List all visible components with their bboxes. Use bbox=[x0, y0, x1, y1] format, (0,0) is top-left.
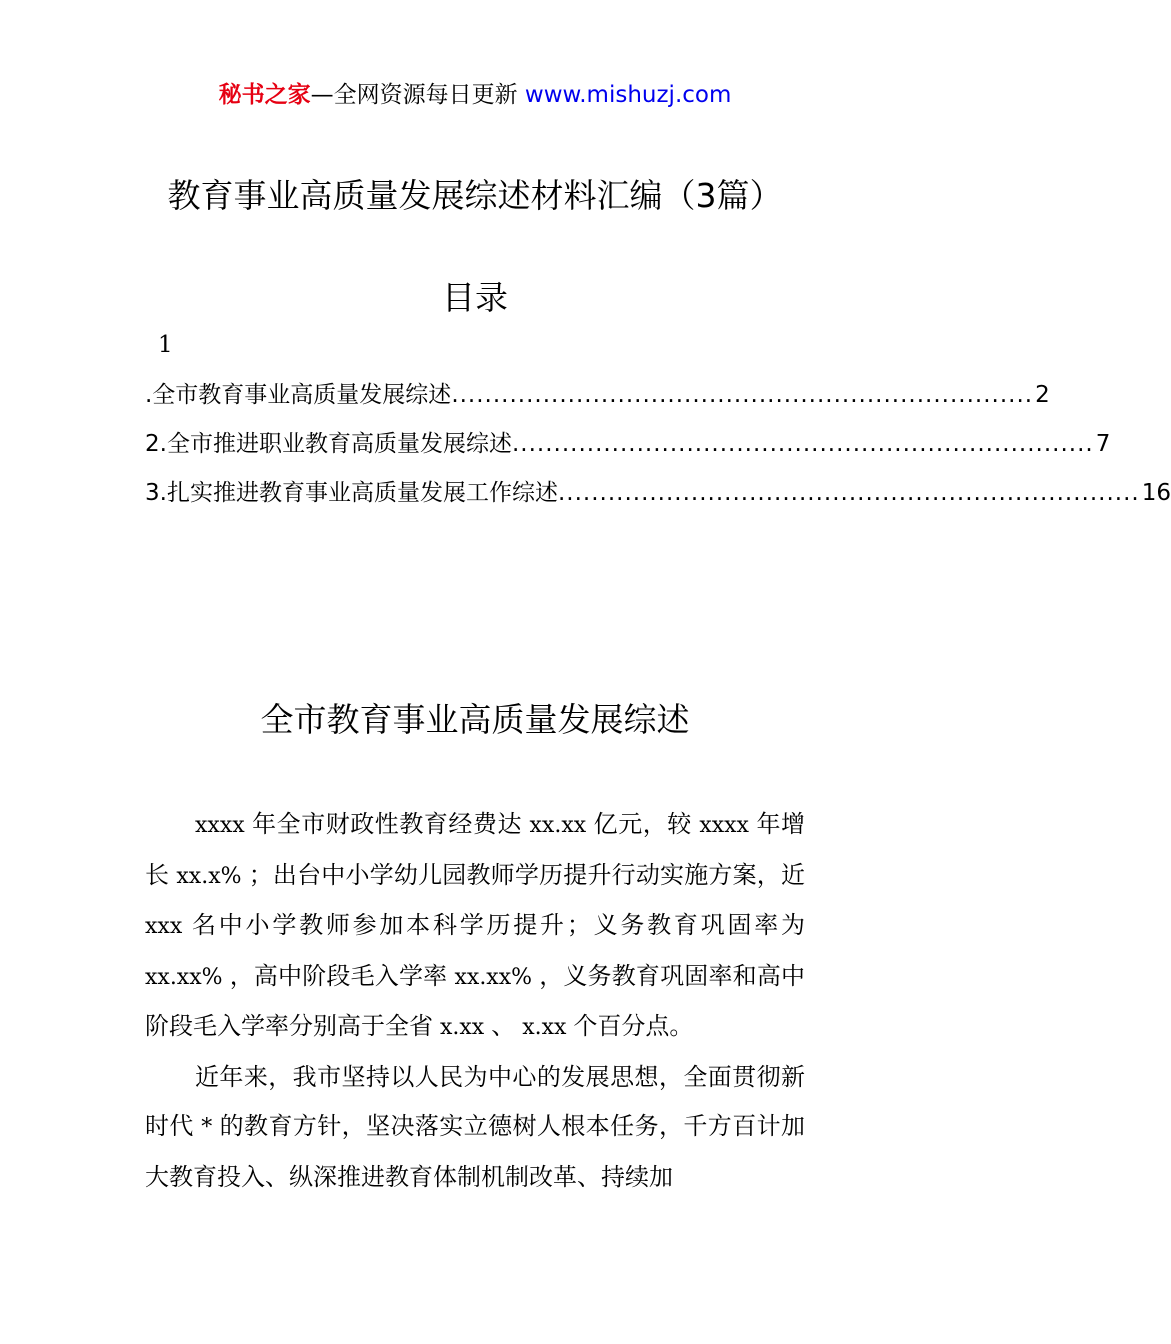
toc-heading: 目录 bbox=[442, 278, 508, 317]
body-paragraph: xxxx 年全市财政性教育经费达 xx.xx 亿元，较 xxxx 年增长 xx.x% ；出台中小学幼儿园教师学历提升行动实施方案，近 xxx 名中小学教师参加本科学历提升；义务教育巩固率为 xx.xx% ，高中阶段毛入学率 xx.xx% ，义务教育巩固率和高中阶段毛入学率分别高于全省 x.xx 、 x.xx 个百分点。 bbox=[145, 810, 806, 1040]
body-paragraph: 近年来，我市坚持以人民为中心的发展思想，全面贯彻新时代 * 的教育方针，坚决落实立德树人根本任务，千方百计加大教育投入、纵深推进教育体制机制改革、持续加 bbox=[145, 1062, 806, 1191]
site-url-link[interactable]: www.mishuzj.com bbox=[524, 82, 732, 108]
toc-leader-dots: ...................................................................... bbox=[511, 431, 1094, 457]
brand-name: 秘书之家 bbox=[218, 82, 311, 108]
toc-entry-3[interactable] bbox=[145, 476, 1171, 525]
toc-entry-1[interactable] bbox=[145, 378, 1050, 427]
site-header bbox=[0, 80, 950, 110]
toc-entry-2[interactable] bbox=[145, 427, 1111, 476]
table-of-contents bbox=[145, 378, 1171, 525]
toc-entry-page: 7 bbox=[1095, 431, 1111, 457]
section-body bbox=[145, 800, 805, 1202]
toc-entry-title: .全市教育事业高质量发展综述 bbox=[145, 382, 452, 408]
toc-entry-title: 3.扎实推进教育事业高质量发展工作综述 bbox=[145, 480, 558, 506]
toc-entry-title: 2.全市推进职业教育高质量发展综述 bbox=[145, 431, 512, 457]
toc-stray-number: 1 bbox=[158, 332, 173, 358]
toc-entry-page: 2 bbox=[1035, 382, 1050, 408]
section-title: 全市教育事业高质量发展综述 bbox=[260, 700, 690, 739]
toc-leader-dots: ...................................................................... bbox=[557, 480, 1140, 506]
document-title: 教育事业高质量发展综述材料汇编（3篇） bbox=[167, 176, 783, 215]
header-tagline: —全网资源每日更新 bbox=[310, 82, 525, 108]
toc-leader-dots: ...................................................................... bbox=[451, 382, 1034, 408]
toc-entry-page: 16 bbox=[1141, 480, 1171, 506]
